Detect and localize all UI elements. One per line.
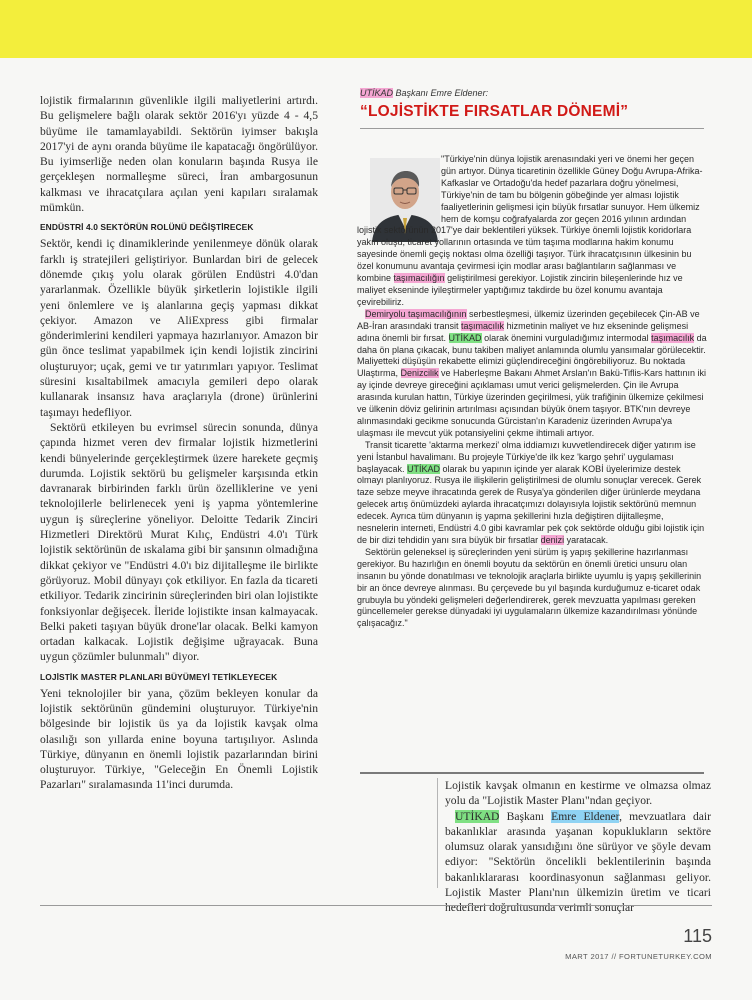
footer-rule xyxy=(40,905,712,906)
quote-text: lojistik sektörünün 2017'ye dair beklentileri yüksek. Türkiye önemli lojistik koridorlara yakın oluşu, ticaret yollarının ortasında ve tüm taşıma modlarına hakim konumu sayesinde önemli geçiş noktası olma özelliği taşıyor. Türk ihracatçısının ülkesinin bu özel konumunu avantaja çevirmesi için modlar arası bağlantıların sağlanması ve kombine xyxy=(357,225,692,284)
quote-paragraph-3 xyxy=(357,440,707,547)
column-divider xyxy=(437,778,438,888)
quote-text: ve Haberleşme Bakanı Ahmet Arslan'ın Bakü-Tiflis-Kars hattının iki ay içinde devreye gireceğini açıklaması umut verici gelişmelerden. Çin ile Avrupa arasında kurulan hattın, Türkiye üzerinden geçirilmesi, yük trafiğinin ülkemize çekilmesi ve ülkenin döviz gelirinin artırılması açısından büyük önem taşıyor. BTK'nın devreye alınmasındaki gecikme sonucunda Gürcistan'ın Karadeniz üzerinden Avrupa'ya ulaşması ile mevcut yük potansiyelini çekme ihtimali artıyor. xyxy=(357,368,707,438)
highlight-org: UTİKAD xyxy=(448,332,482,343)
body-text: , mevzuatlara dair bakanlıklar arasında yaşanan kopuklukların sektöre olumsuz olarak yansıdığını öne sürüyor ve şöyle devam ediyor: "Sektörün öncelikli beklentilerinin başında bakanlıklararası koordinasyonun sağlanması geliyor. Lojistik Master Planı'nın ülkemizin üretim ve ticari hedefleri doğrultusunda verimli sonuçlar xyxy=(445,809,712,915)
footer-issue-url: MART 2017 // FORTUNETURKEY.COM xyxy=(565,952,712,961)
highlight-term: taşımacılık xyxy=(651,332,695,343)
quote-text: serbestleşmesi, ülkemiz üzerinden geçebilecek Çin-AB ve AB-İran arasındaki transit xyxy=(357,308,700,331)
highlight-org: UTİKAD xyxy=(407,463,441,474)
highlight-term: Denizcilik xyxy=(400,368,439,379)
quote-text: yaratacak. xyxy=(564,535,609,545)
quote-text: olarak önemini vurguladığımız intermodal xyxy=(481,332,652,343)
quote-paragraph-4: Sektörün geleneksel iş süreçlerinden yeni sürüm iş yapış şekillerine hazırlanması gerekiyor. Bu hazırlığın en önemli boyutu da sektörün en önemli üretici unsuru olan insanın bu yönde donatılması ve teknolojik araçlarla birlikte uyumlu iş yapış şekillerinin bir an önce devreye alınması. Bu çerçevede bu yıl başında kurduğumuz e-ticaret odak grubuyla bu yöndeki gelişmeleri değerlendirerek, gerek mevzuatta yapılması gereken güncellemeler gerekse dünyadaki iyi uygulamaların ülkemize kazandırılması yönünde çalışacağız." xyxy=(357,546,702,629)
body-text: Başkanı xyxy=(499,809,552,823)
quote-text: da daha ön plana çıkacak, bunu takiben maliyet anlamında olumlu yansımalar görülecektir. Maliyetteki düşüşün rekabette elimizi güçlendireceğini öngörebiliyoruz. Bu noktada Ulaştırma, xyxy=(357,332,707,379)
section-heading-industry-4: ENDÜSTRİ 4.0 SEKTÖRÜN ROLÜNÜ DEĞİŞTİRECEK xyxy=(40,222,254,233)
quote-box xyxy=(350,82,708,776)
box-bottom-rule xyxy=(360,772,704,774)
quote-text: hizmetinin maliyet ve hız ekseninde gelişmesi adına önemli bir fırsat. xyxy=(357,320,689,343)
quote-text: Transit ticarette 'aktarma merkezi' olma iddiamızı kuvvetlendirecek diğer yatırım ise yeni İstanbul havalimanı. Bu projeyle Türkiye'de ilk kez 'kargo şehri' uygulaması başlayacak. xyxy=(357,439,696,474)
highlight-term: taşımacılığın xyxy=(393,273,445,284)
box-headline: “LOJİSTİKTE FIRSATLAR DÖNEMİ” xyxy=(360,103,629,120)
box-top-rule xyxy=(360,128,704,129)
quote-paragraph-1b xyxy=(357,225,707,308)
kicker-rest: Başkanı Emre Eldener: xyxy=(393,88,489,98)
quote-paragraph-1: "Türkiye'nin dünya lojistik arenasındaki yeri ve önemi her geçen gün artıyor. Dünya ticaretinin özellikle Güney Doğu Avrupa-Afrika-Kafkaslar ve Ortadoğu'da hedef pazarlara doğru yönelmesi, Türkiye'nin de tam bu bölgenin göbeğinde yer alması lojistik faaliyetlerinin gelişmesi için büyük fırsatlar sunuyor. Hem ülkemiz hem de komşu coğrafyalarda zor geçen 2016 yılının ardından xyxy=(441,154,703,224)
right-paragraph-1: Lojistik kavşak olmanın en kestirme ve olmazsa olmaz yolu da "Lojistik Master Planı"ndan geçiyor. xyxy=(445,779,711,808)
section-heading-master-plans: LOJİSTİK MASTER PLANLARI BÜYÜMEYİ TETİKLEYECEK xyxy=(40,671,278,682)
highlight-org: UTİKAD xyxy=(455,809,500,823)
left-paragraph-3: Sektörü etkileyen bu evrimsel sürecin sonunda, dünya çapında hizmet veren dev firmalar lojistik hizmetlerini kendi bünyelerinde gerçekleştirmek üzere harekete geçmiş durumda. Lojistik sektörü bu gelişmeler karşısında etkin davranarak birbirinden farklı ürün özelliklerine ve yeni teknolojilerle belirlenecek yeni iş yapma yöntemlerine uygun iş süreçlerine yöneliyor. Deloitte Tedarik Zinciri Hizmetleri Direktörü Murat Kılıç, Endüstri 4.0'ı Türk lojistik sektörünün de ıskalama gibi bir şansının olmadığına dikkat çekiyor ve "Endüstri 4.0'ı biz dijitalleşme ile birlikte görüyoruz. Mobil dünyayı çok etkiliyor. En fazla da ticareti etkiliyor. Tedarik zincirinin süreçlerinden biri olan lojistikte fonksiyonlar değişecek. İleride lojistikte insan kalmayacak. Belki paketi taşıyan büyük drone'lar olacak. Belki kamyon ortadan kalkacak. Lojistik değişime uğrayacak. Buna uygun çözümler bulunmalı" diyor. xyxy=(40,420,318,664)
right-paragraph-2 xyxy=(445,809,711,916)
quote-text: olarak bu yapının içinde yer alarak KOBİ üyelerimize destek olmayı planlıyoruz. Rusya ile ilişkilerin geliştirilmesi de olumlu sonuçlar verecek. Gerek taze sebze meyve ihracatında gerek de Rusya'ya gönderilen diğer ürünlerde meydana gelecek artış önümüzdeki aylarda ihracatçımızı dolayısıyla lojistik sektörünü memnun edecek. Ayrıca tüm dünyanın iş yapma şekillerini hızla değiştiren dijitalleşme, nesnelerin interneti, Endüstri 4.0 gibi kavramlar pek çok sektörde olduğu gibi lojistik için de bir dizi tehdidin yanı sıra büyük bir fırsatlar xyxy=(357,463,705,545)
page-number: 115 xyxy=(683,926,712,946)
left-paragraph-2: Sektör, kendi iç dinamiklerinde yenilenmeye dönük olarak farklı iş stratejileri geliştiriyor. Bunlardan biri de gelecek dönemde çıkış yolu olarak görülen Endüstri 4.0'dan yararlanmak. Özellikle büyük şirketlerin lojistikle ilgili yeni önlemlere ve iş alanlarına geçiş yapması dikkat çekiyor. Amazon ve AliExpress gibi firmalar gönderimlerini kendileri yapmaya hazırlanıyor. Amazon bir gün önce teslimat yapabilmek için kendi lojistik zincirini oluşturuyor; uçak, gemi ve tır yatırımları yapıyor. Teslimat süresini kısaltabilmek amacıyla gemileri depo olarak kullanarak insansız hava araçlarıyla (drone) ürünlerini taşımayı hedefliyor. xyxy=(40,237,318,419)
highlight-term: denizi xyxy=(540,535,565,545)
quote-paragraph-2 xyxy=(357,309,707,440)
top-color-band xyxy=(0,0,752,58)
left-paragraph-1: lojistik firmalarının güvenlikle ilgili maliyetlerini artırdı. Bu gelişmelere bağlı olarak sektör 2016'yı yüzde 4 - 4,5 büyüme ile tamamlayabildi. Sektörün iyimser bakışla 2017'yi de aynı oranda büyüme ile kapatacağı öngörülüyor. Bu iyimserliğe neden olan konuların başında Rusya ile gerçekleşen normalleşme süreci, İran ambargosunun kalkması ve ihracatçılara açılan yeni kapıları sıralamak mümkün. xyxy=(40,94,318,215)
highlight-term: Demiryolu taşımacılığının xyxy=(365,308,467,319)
left-paragraph-4: Yeni teknolojiler bir yana, çözüm bekleyen konular da lojistik sektörünün gündemini oluşturuyor. Türkiye'nin bölgesinde bir lojistik üs ya da lojistik kavşak olma olasılığı son yıllarda enine boyuna tartışılıyor. Aslında Türkiye, dünyanın en önemli lojistik pazarlarından birini oluşturuyor. Türkiye, "Geleceğin En Önemli Lojistik Pazarları" sıralamasında 11'inci durumda. xyxy=(40,686,318,792)
left-article-column xyxy=(40,93,318,793)
highlight-term: taşımacılık xyxy=(461,320,505,331)
quote-text: geliştirilmesi gerekiyor. Lojistik zincirin bileşenlerinde hız ve maliyet ekseninde iyileştirmeler yaptığımız takdirde bu özel konumu avantaja çevirebiliriz. xyxy=(357,273,683,307)
highlight-person: Emre Eldener xyxy=(551,809,620,823)
kicker-org-highlight: UTİKAD xyxy=(360,88,394,98)
quote-body xyxy=(357,154,707,630)
right-article-column xyxy=(445,778,711,916)
box-kicker xyxy=(360,88,488,98)
